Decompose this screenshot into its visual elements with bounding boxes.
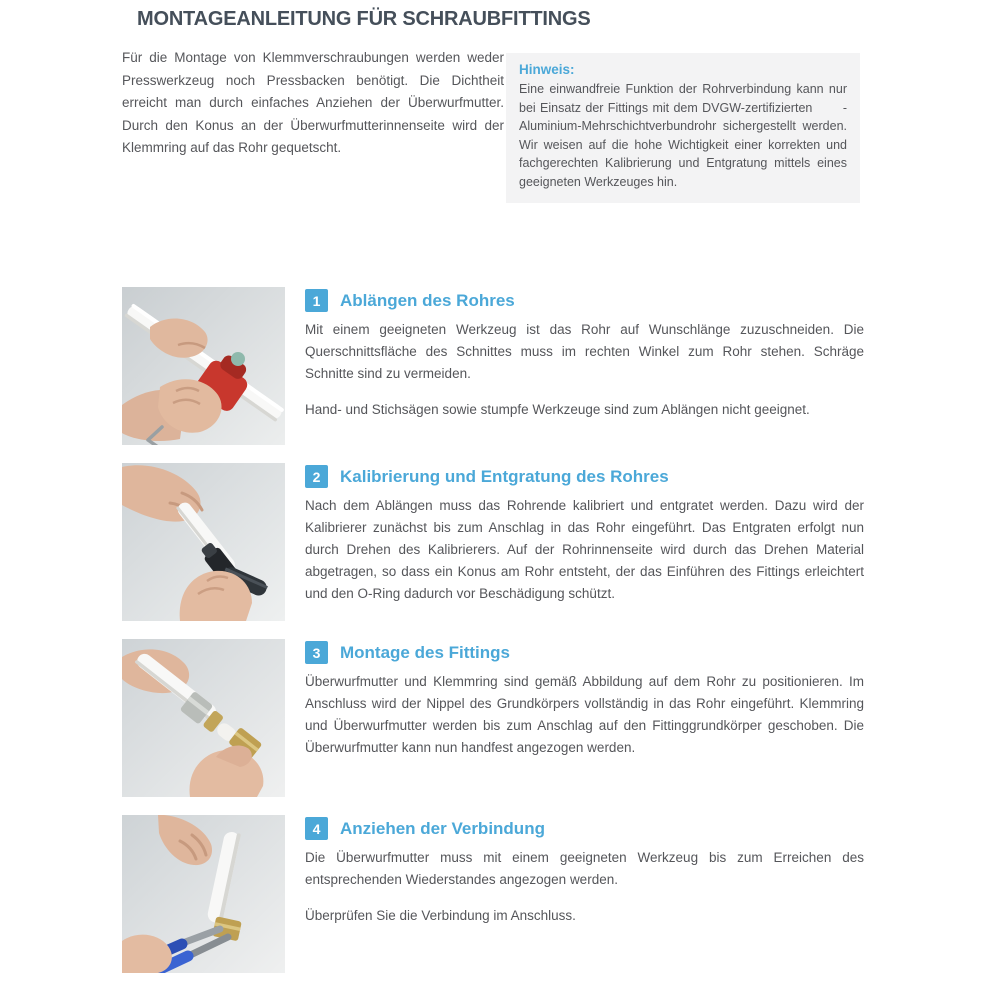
step-heading: Kalibrierung und Entgratung des Rohres bbox=[340, 466, 669, 486]
step-paragraph: Die Überwurfmutter muss mit einem geeigneten Werkzeug bis zum Erreichen des entsprechenden Wiederstandes angezogen werden. bbox=[305, 850, 864, 887]
photo-pipe-calibration bbox=[122, 463, 285, 621]
step-4-text bbox=[305, 815, 878, 927]
step-number-badge: 2 bbox=[305, 465, 328, 488]
photo-tightening-connection bbox=[122, 815, 285, 973]
step-heading: Montage des Fittings bbox=[340, 642, 510, 662]
step-3-text bbox=[305, 639, 878, 759]
step-heading: Ablängen des Rohres bbox=[340, 290, 515, 310]
step-paragraph: Hand- und Stichsägen sowie stumpfe Werkzeuge sind zum Ablängen nicht geeignet. bbox=[305, 402, 810, 417]
step-number-badge: 1 bbox=[305, 289, 328, 312]
note-body: Eine einwandfreie Funktion der Rohrverbindung kann nur bei Einsatz der Fittings mit dem DVGW-zertifizierten -Aluminium-Mehrschichtverbundrohr sichergestellt werden. Wir weisen auf die hohe Wichtigkeit einer korrekten und fachgerechten Kalibrierung und Entgratung mittels eines geeigneten Werkzeuges hin. bbox=[519, 82, 847, 189]
photo-fitting-assembly bbox=[122, 639, 285, 797]
step-number-badge: 4 bbox=[305, 817, 328, 840]
step-paragraph: Überprüfen Sie die Verbindung im Anschluss. bbox=[305, 908, 576, 923]
step-1-text bbox=[305, 287, 878, 421]
step-row-2 bbox=[122, 463, 878, 621]
step-number-badge: 3 bbox=[305, 641, 328, 664]
step-paragraph: Nach dem Ablängen muss das Rohrende kalibriert und entgratet werden. Dazu wird der Kalibrierer zunächst bis zum Anschlag in das Rohr eingeführt. Das Entgraten erfolgt nun durch Drehen des Kalibrierers. Auf der Rohrinnenseite wird durch das Drehen Material abgetragen, so dass ein Konus am Rohr entsteht, der das Einführen des Fittings erleichtert und den O-Ring dadurch vor Beschädigung schützt. bbox=[305, 498, 864, 601]
photo-pipe-cutting bbox=[122, 287, 285, 445]
step-2-text bbox=[305, 463, 878, 605]
step-row-1 bbox=[122, 287, 878, 445]
step-heading: Anziehen der Verbindung bbox=[340, 818, 545, 838]
step-paragraph: Mit einem geeigneten Werkzeug ist das Rohr auf Wunschlänge zuzuschneiden. Die Querschnittsfläche des Schnittes muss im rechten Winkel zum Rohr stehen. Schräge Schnitte sind zu vermeiden. bbox=[305, 322, 864, 381]
page-title: MONTAGEANLEITUNG FÜR SCHRAUBFITTINGS bbox=[137, 8, 591, 30]
step-row-3 bbox=[122, 639, 878, 797]
step-paragraph: Überwurfmutter und Klemmring sind gemäß Abbildung auf dem Rohr zu positionieren. Im Anschluss wird der Nippel des Grundkörpers vollständig in das Rohr eingeführt. Klemmring und Überwurfmutter werden bis zum Anschlag auf den Fittinggrundkörper geschoben. Die Überwurfmutter kann nun handfest angezogen werden. bbox=[305, 674, 864, 755]
intro-paragraph: Für die Montage von Klemmverschraubungen werden weder Presswerkzeug noch Pressbacken benötigt. Die Dichtheit erreicht man durch einfaches Anziehen der Überwurfmutter. Durch den Konus an der Überwurfmutterinnenseite wird der Klemmring auf das Rohr gequetscht. bbox=[122, 50, 504, 155]
note-box bbox=[506, 53, 860, 203]
note-title: Hinweis: bbox=[519, 62, 575, 77]
step-row-4 bbox=[122, 815, 878, 973]
